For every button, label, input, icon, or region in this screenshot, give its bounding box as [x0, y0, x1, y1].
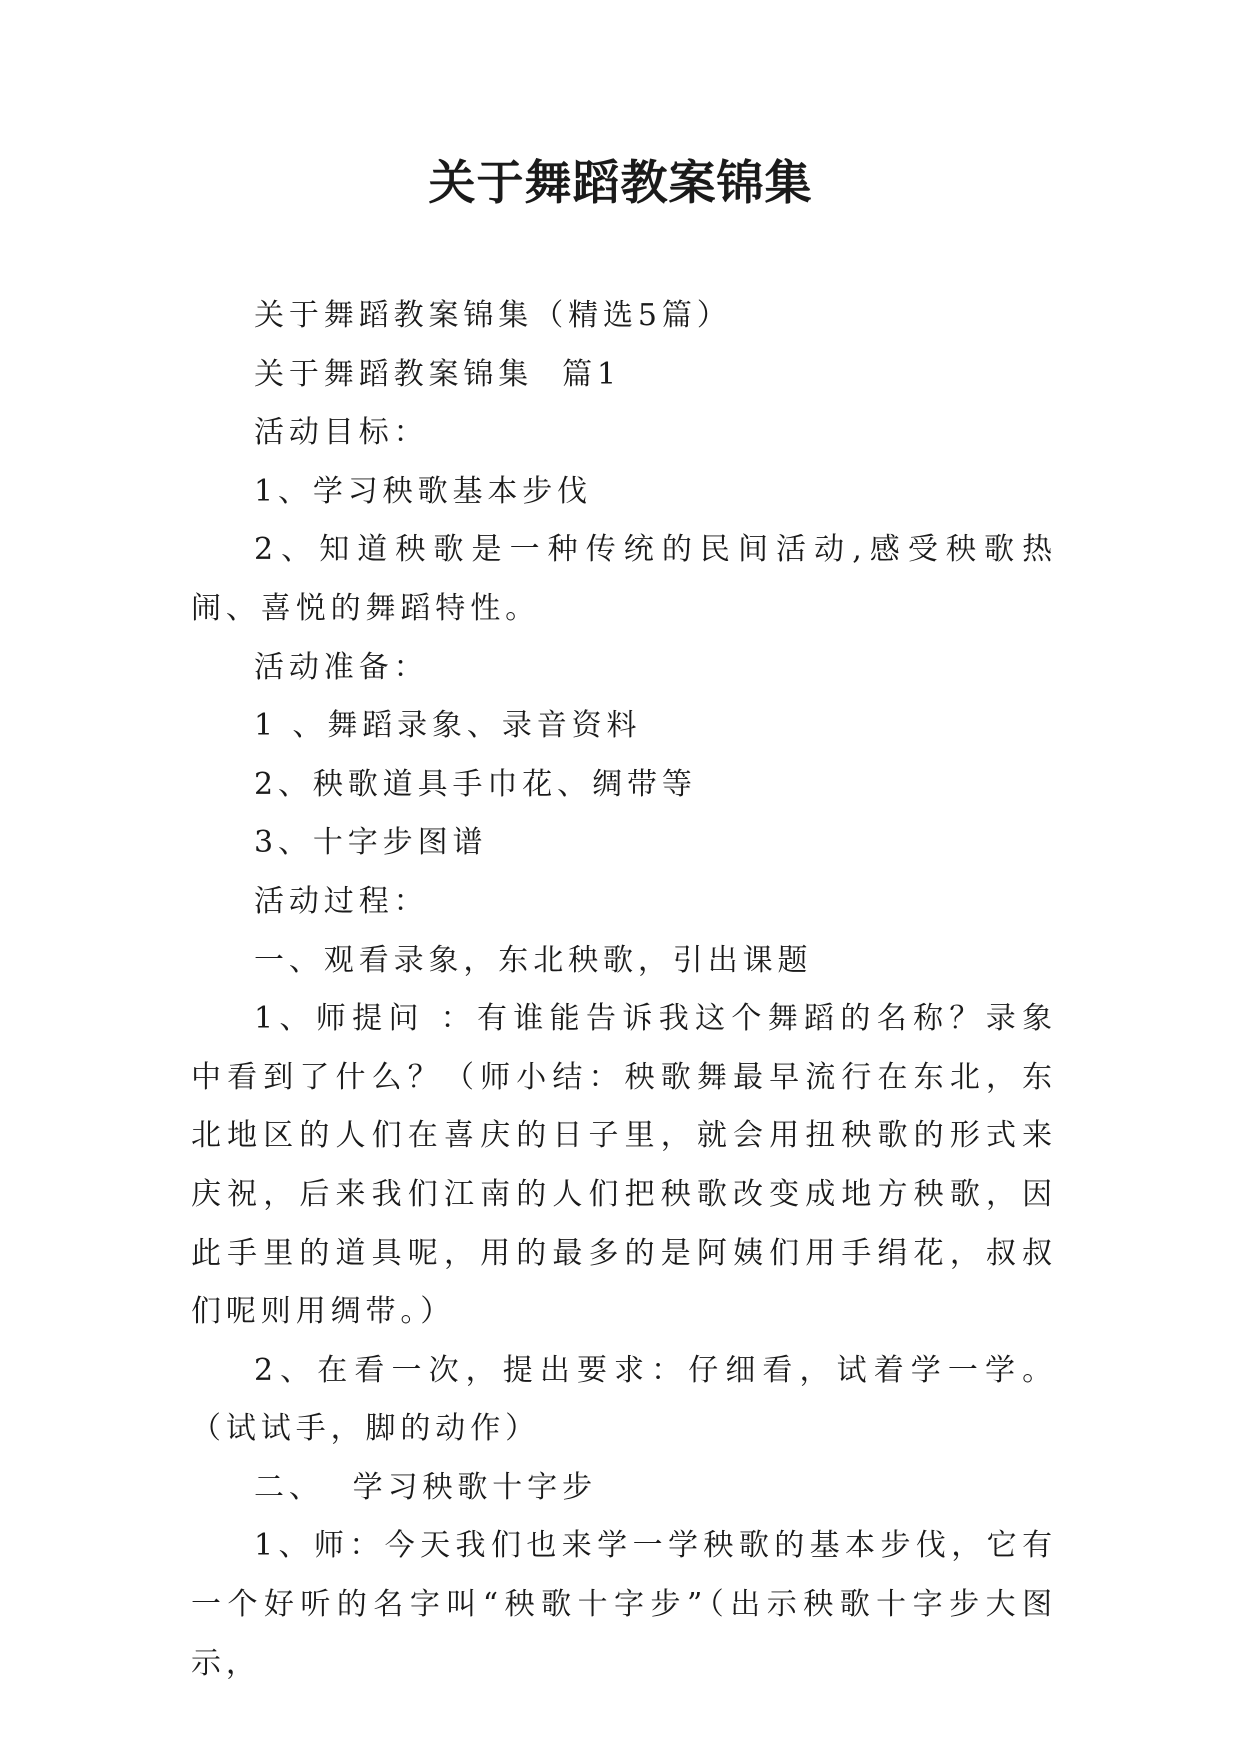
- paragraph: 1、师：今天我们也来学一学秧歌的基本步伐，它有一个好听的名字叫“秧歌十字步”（出示秧歌十字步大图示，: [191, 1528, 1057, 1681]
- paragraph: 2、秧歌道具手巾花、绸带等: [254, 766, 697, 802]
- paragraph: 二、 学习秧歌十字步: [254, 1469, 597, 1505]
- paragraph: 关于舞蹈教案锦集 篇1: [254, 356, 621, 392]
- paragraph: 活动过程：: [254, 883, 429, 919]
- paragraph: 1 、舞蹈录象、录音资料: [254, 708, 642, 744]
- paragraph: 1、学习秧歌基本步伐: [254, 473, 593, 509]
- document-title: 关于舞蹈教案锦集: [428, 156, 813, 211]
- paragraph: 关于舞蹈教案锦集（精选5篇）: [254, 298, 732, 333]
- paragraph: 1、师提问 ：有谁能告诉我这个舞蹈的名称？录象中看到了什么？（师小结：秧歌舞最早流行在东北，东北地区的人们在喜庆的日子里，就会用扭秧歌的形式来庆祝，后来我们江南的人们把秧歌改变成地方秧歌，因此手里的道具呢，用的最多的是阿姨们用手绢花，叔叔们呢则用绸带。）: [191, 1001, 1057, 1330]
- paragraph: 2、知道秧歌是一种传统的民间活动,感受秧歌热闹、喜悦的舞蹈特性。: [191, 532, 1057, 626]
- paragraph: 一、观看录象，东北秧歌，引出课题: [254, 942, 813, 978]
- paragraph: 活动准备：: [254, 649, 429, 685]
- document-body: [191, 287, 1057, 1693]
- paragraph: 2、在看一次，提出要求：仔细看，试着学一学。（试试手，脚的动作）: [191, 1352, 1057, 1447]
- paragraph: 3、十字步图谱: [254, 825, 488, 861]
- paragraph: 活动目标：: [254, 415, 429, 451]
